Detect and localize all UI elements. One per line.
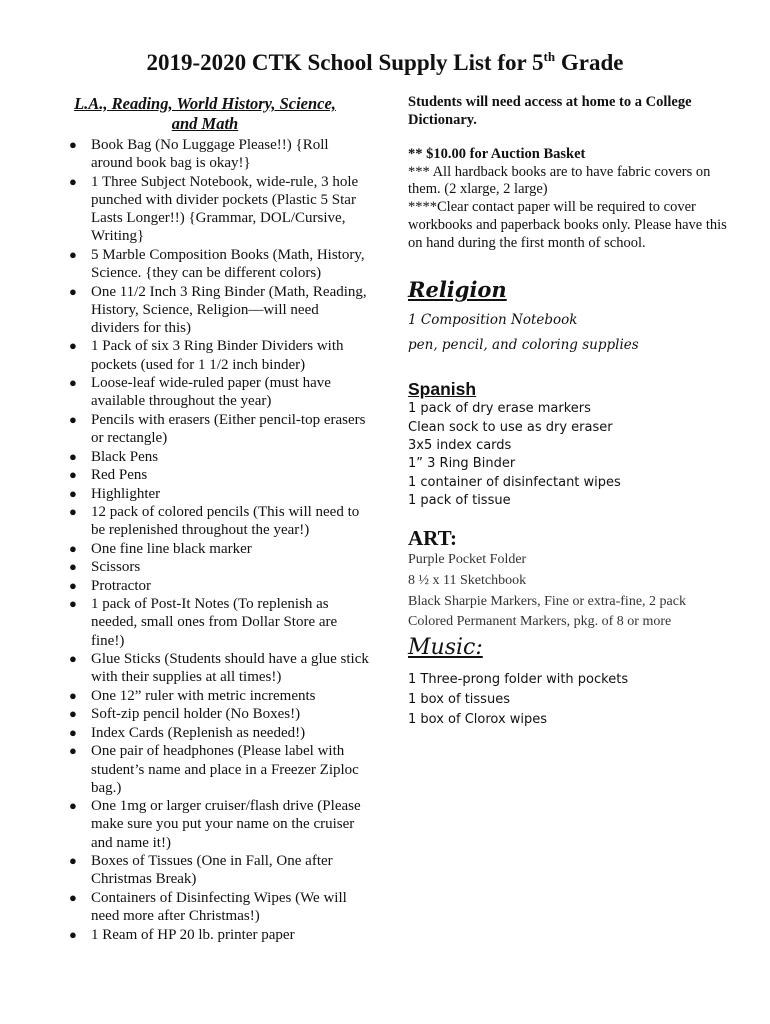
bullet-icon: ●: [69, 338, 77, 354]
supply-list-item: [40, 742, 370, 797]
bullet-icon: ●: [69, 577, 77, 593]
page-title-text: 2019-2020 CTK School Supply List for 5: [146, 50, 544, 75]
religion-item: pen, pencil, and coloring supplies: [408, 337, 639, 354]
supply-item-text: 5 Marble Composition Books (Math, History, Science. {they can be different colors): [91, 246, 365, 282]
bullet-icon: ●: [69, 559, 77, 575]
bullet-icon: ●: [69, 137, 77, 152]
bullet-icon: ●: [69, 853, 77, 869]
art-list: [408, 550, 730, 633]
bullet-icon: ●: [69, 283, 77, 299]
spanish-item: 1” 3 Ring Binder: [408, 456, 516, 472]
art-item: Purple Pocket Folder: [408, 552, 527, 568]
supply-item-text: Soft-zip pencil holder (No Boxes!): [91, 706, 301, 723]
supply-list-item: [40, 246, 370, 282]
supply-list-item: [40, 503, 370, 539]
bullet-icon: ●: [69, 651, 77, 667]
bullet-icon: ●: [69, 798, 77, 814]
supply-item-text: Highlighter: [91, 485, 161, 502]
core-subjects-heading: [40, 94, 370, 134]
supply-item-text: Index Cards (Replenish as needed!): [91, 724, 306, 741]
bullet-icon: ●: [69, 467, 77, 483]
bullet-icon: ●: [69, 540, 77, 556]
supply-list-item: [40, 173, 370, 246]
supply-list-item: [40, 889, 370, 925]
bullet-icon: ●: [69, 504, 77, 520]
supply-item-text: Scissors: [91, 559, 141, 576]
supply-item-text: Book Bag (No Luggage Please!!) {Roll around book bag is okay!}: [91, 137, 329, 172]
art-item: Black Sharpie Markers, Fine or extra-fine, 2 pack: [408, 593, 686, 609]
supply-list-item: [40, 595, 370, 650]
supply-list-item: [40, 466, 370, 484]
bullet-icon: ●: [69, 926, 77, 942]
supply-item-text: Protractor: [91, 577, 151, 594]
bullet-icon: ●: [69, 375, 77, 391]
core-subjects-heading-line1: L.A., Reading, World History, Science,: [74, 94, 336, 113]
supply-list-item: [40, 558, 370, 576]
music-item: 1 box of tissues: [408, 692, 510, 708]
page-title-superscript: th: [543, 49, 556, 64]
supply-list-item: [40, 337, 370, 373]
supply-item-text: One 1mg or larger cruiser/flash drive (Please make sure you put your name on the cruiser and name it!): [91, 798, 361, 851]
core-subjects-column: [40, 94, 370, 944]
bullet-icon: ●: [69, 596, 77, 612]
other-subjects-column: [408, 94, 730, 730]
supply-item-text: Red Pens: [91, 467, 148, 484]
hardback-cover-note: *** All hardback books are to have fabric covers on them. (2 xlarge, 2 large): [408, 163, 711, 198]
supply-item-text: 1 Pack of six 3 Ring Binder Dividers with pockets (used for 1 1/2 inch binder): [91, 338, 344, 373]
core-supply-list: [40, 136, 370, 944]
religion-item: 1 Composition Notebook: [408, 312, 578, 329]
bullet-icon: ●: [69, 448, 77, 464]
general-notes: [408, 146, 730, 252]
supply-list-item: [40, 724, 370, 742]
bullet-icon: ●: [69, 743, 77, 759]
spanish-item: 1 container of disinfectant wipes: [408, 474, 621, 490]
music-list: [408, 670, 730, 730]
supply-list-item: [40, 577, 370, 595]
supply-item-text: 1 Ream of HP 20 lb. printer paper: [91, 926, 295, 943]
supply-list-item: [40, 797, 370, 852]
supply-list-item: [40, 687, 370, 705]
spanish-item: 1 pack of tissue: [408, 492, 511, 508]
spanish-item: 3x5 index cards: [408, 438, 512, 454]
music-item: 1 box of Clorox wipes: [408, 712, 548, 728]
supply-item-text: 1 Three Subject Notebook, wide-rule, 3 hole punched with divider pockets (Plastic 5 Star Lasts Longer!!) {Grammar, DOL/Cursive, Writing}: [91, 173, 359, 245]
supply-list-item: [40, 650, 370, 686]
supply-list-item: [40, 448, 370, 466]
bullet-icon: ●: [69, 889, 77, 905]
supply-item-text: Black Pens: [91, 448, 159, 465]
supply-item-text: One 11/2 Inch 3 Ring Binder (Math, Reading, History, Science, Religion—will need dividers for this): [91, 283, 367, 336]
religion-list: [408, 308, 730, 358]
page-title-end: Grade: [555, 50, 624, 75]
art-item: Colored Permanent Markers, pkg. of 8 or more: [408, 614, 672, 630]
supply-item-text: Loose-leaf wide-ruled paper (must have available throughout the year): [91, 375, 331, 410]
supply-list-item: [40, 540, 370, 558]
bullet-icon: ●: [69, 706, 77, 722]
supply-list-item: [40, 852, 370, 888]
page-title: [0, 50, 770, 76]
spanish-list: [408, 400, 730, 510]
supply-list-item: [40, 926, 370, 944]
supply-item-text: 1 pack of Post-It Notes (To replenish as needed, small ones from Dollar Store are fine!): [91, 596, 338, 649]
dictionary-note: Students will need access at home to a College Dictionary.: [408, 94, 692, 128]
religion-heading: Religion: [408, 277, 507, 303]
supply-item-text: Boxes of Tissues (One in Fall, One after Christmas Break): [91, 853, 333, 888]
supply-item-text: Glue Sticks (Students should have a glue stick with their supplies at all times!): [91, 651, 369, 686]
spanish-item: 1 pack of dry erase markers: [408, 401, 591, 417]
supply-list-item: [40, 411, 370, 447]
art-heading: ART:: [408, 526, 458, 551]
music-item: 1 Three-prong folder with pockets: [408, 672, 629, 688]
supply-list-item: [40, 136, 370, 172]
bullet-icon: ●: [69, 246, 77, 262]
supply-item-text: One pair of headphones (Please label with student’s name and place in a Freezer Ziploc bag.): [91, 743, 359, 796]
bullet-icon: ●: [69, 173, 77, 189]
spanish-item: Clean sock to use as dry eraser: [408, 419, 613, 435]
supply-item-text: Containers of Disinfecting Wipes (We will need more after Christmas!): [91, 889, 347, 925]
supply-item-text: One 12” ruler with metric increments: [91, 687, 316, 704]
bullet-icon: ●: [69, 724, 77, 740]
bullet-icon: ●: [69, 485, 77, 501]
supply-list-item: [40, 283, 370, 338]
supply-item-text: 12 pack of colored pencils (This will need to be replenished throughout the year!): [91, 504, 360, 539]
auction-basket-note: ** $10.00 for Auction Basket: [408, 146, 586, 162]
core-subjects-heading-line2: and Math: [171, 114, 239, 133]
spanish-heading: Spanish: [408, 379, 477, 400]
supply-list-item: [40, 485, 370, 503]
bullet-icon: ●: [69, 687, 77, 703]
supply-item-text: Pencils with erasers (Either pencil-top erasers or rectangle): [91, 411, 366, 447]
art-item: 8 ½ x 11 Sketchbook: [408, 572, 527, 588]
music-heading: Music:: [408, 635, 483, 661]
supply-list-item: [40, 374, 370, 410]
supply-list-item: [40, 705, 370, 723]
contact-paper-note: ****Clear contact paper will be required to cover workbooks and paperback books only. Please have this on hand during the first month of school.: [408, 199, 727, 251]
supply-item-text: One fine line black marker: [91, 540, 252, 557]
bullet-icon: ●: [69, 411, 77, 427]
